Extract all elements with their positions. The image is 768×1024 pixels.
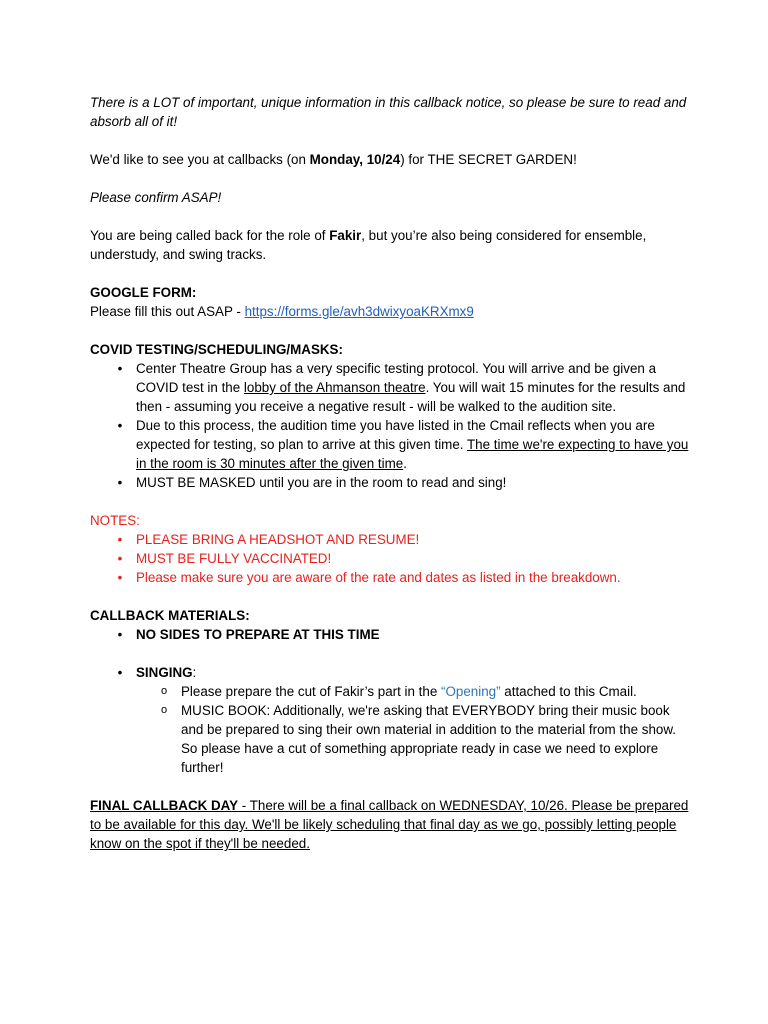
b-icon: • — [117, 532, 123, 547]
role-paragraph — [90, 226, 690, 264]
covid-item — [90, 416, 690, 473]
role-suffix: , but you’re also being considered for ensemble, understudy, and swing tracks. — [90, 228, 647, 262]
b-icon: • — [117, 475, 123, 490]
covid-item-text: MUST BE MASKED until you are in the room to read and sing! — [136, 475, 507, 490]
final-callback-text: - There will be a final callback on WEDNESDAY, 10/26. Please be prepared to be available for this day. We'll be likely scheduling that final day as we go, possibly letting people know on the spot if they'll be needed. — [90, 798, 689, 851]
covid-list — [90, 359, 690, 492]
singing-colon: : — [192, 665, 197, 680]
covid-item-text: Center Theatre Group has a very specific testing protocol. You will arrive and be given a COVID test in the — [136, 361, 657, 395]
covid-item-text: . — [403, 456, 407, 471]
google-form-text: Please fill this out ASAP - — [90, 304, 245, 319]
final-callback-label: FINAL CALLBACK DAY — [90, 798, 239, 813]
role-prefix: You are being called back for the role of — [90, 228, 330, 243]
singing-subitem — [90, 682, 690, 701]
confirm-paragraph: Please confirm ASAP! — [90, 190, 222, 205]
covid-item-text: . You will wait 15 minutes for the results and then - assuming you receive a negative result - will be walked to the audition site. — [136, 380, 686, 414]
sub-b-icon: o — [160, 704, 168, 716]
notes-list — [90, 530, 690, 587]
covid-heading: COVID TESTING/SCHEDULING/MASKS: — [90, 342, 343, 357]
materials-heading: CALLBACK MATERIALS: — [90, 608, 250, 623]
b-icon: • — [117, 418, 123, 433]
notes-item — [90, 568, 690, 587]
covid-item — [90, 473, 690, 492]
b-icon: • — [117, 570, 123, 585]
callback-prefix: We'd like to see you at callbacks (on — [90, 152, 310, 167]
notes-item-text: MUST BE FULLY VACCINATED! — [136, 551, 332, 566]
singing-subitem-text: attached to this Cmail. — [500, 684, 637, 699]
singing-sublist — [136, 682, 690, 777]
singing-subitem-text: MUSIC BOOK: Additionally, we're asking that EVERYBODY bring their music book and be prepared to sing their own material in addition to the material from the show. So please have a cut of something appropriate ready in case we need to explore further! — [181, 703, 676, 775]
sub-b-icon: o — [160, 685, 168, 697]
notes-item-text: Please make sure you are aware of the rate and dates as listed in the breakdown. — [136, 570, 621, 585]
b-icon: • — [117, 627, 123, 642]
google-form-heading: GOOGLE FORM: — [90, 285, 197, 300]
notes-item — [90, 549, 690, 568]
materials-item-singing — [90, 663, 690, 777]
role-name: Fakir — [329, 228, 362, 243]
opening-attachment-link[interactable]: “Opening” — [441, 684, 501, 699]
materials-item-sides — [90, 625, 690, 644]
sides-text: NO SIDES TO PREPARE AT THIS TIME — [136, 627, 380, 642]
d-page — [90, 93, 690, 853]
callback-date: Monday, 10/24 — [309, 152, 401, 167]
google-form-link[interactable]: https://forms.gle/avh3dwixyoaKRXmx9 — [244, 304, 474, 319]
callback-suffix: ) for THE SECRET GARDEN! — [400, 152, 577, 167]
singing-subitem-text: Please prepare the cut of Fakir’s part in the — [181, 684, 442, 699]
google-form-paragraph — [90, 302, 690, 321]
notes-item-text: PLEASE BRING A HEADSHOT AND RESUME! — [136, 532, 420, 547]
final-callback-paragraph — [90, 796, 690, 853]
ahmanson-lobby-link: lobby of the Ahmanson theatre — [243, 380, 426, 395]
singing-label: SINGING — [136, 665, 193, 680]
notes-item — [90, 530, 690, 549]
materials-spacer — [90, 644, 690, 663]
b-icon: • — [117, 551, 123, 566]
materials-list — [90, 625, 690, 777]
intro-paragraph: There is a LOT of important, unique information in this callback notice, so please be sure to read and absorb all of it! — [90, 95, 687, 129]
covid-item-underlined: The time we're expecting to have you in the room is 30 minutes after the given time — [136, 437, 689, 471]
covid-item-text: Due to this process, the audition time you have listed in the Cmail reflects when you are expected for testing, so plan to arrive at this given time. — [136, 418, 655, 452]
notes-heading: NOTES: — [90, 513, 140, 528]
b-icon: • — [117, 665, 123, 680]
singing-subitem — [90, 701, 690, 777]
b-icon: • — [117, 361, 123, 376]
callback-paragraph — [90, 150, 690, 169]
covid-item — [90, 359, 690, 416]
